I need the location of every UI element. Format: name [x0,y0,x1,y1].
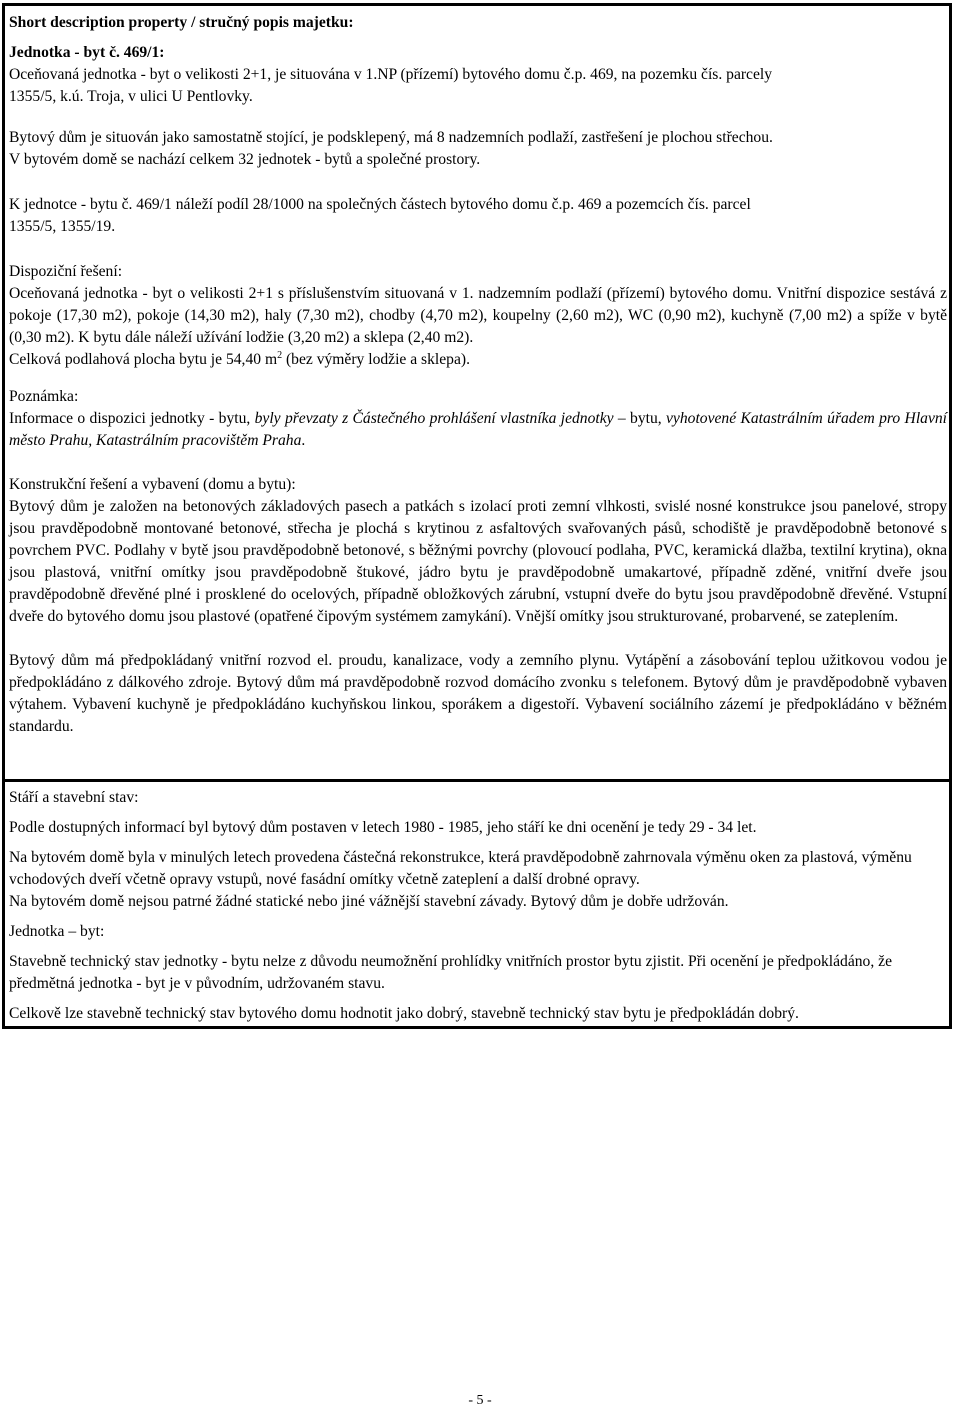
section-header: Short description property / stručný popis majetku: [9,14,354,31]
building-info [9,127,947,171]
share-info [9,194,947,238]
page-number: - 5 - [468,1393,492,1408]
property-header [9,12,947,108]
building-line-1: Bytový dům je situován jako samostatně stojící, je podsklepený, má 8 nadzemních podlaží, zastřešení je plochou střechou. [9,129,773,146]
share-line-1: K jednotce - bytu č. 469/1 náleží podíl 28/1000 na společných částech bytového domu č.p. 469 a pozemcích čís. parcel [9,196,751,213]
disposition-text: Oceňovaná jednotka - byt o velikosti 2+1 s příslušenstvím situovaná v 1. nadzemním podlaží (přízemí) bytového domu. Vnitřní dispozice sestává z pokoje (17,30 m2), pokoje (14,30 m2), haly (7,30 m2), chodby (4,70 m2), koupelny (2,60 m2), WC (0,90 m2), kuchyně (7,00 m2) a spíže v bytě (0,30 m2). K bytu dále náleží užívání lodžie (3,20 m2) a sklepa (2,40 m2). [9,285,947,346]
condition-section [9,787,947,1025]
note-text: Informace o dispozici jednotky - bytu, byly převzaty z Částečného prohlášení vlastníka jednotky – bytu, vyhotovené Katastrálním úřadem pro Hlavní město Prahu, Katastrálním pracovištěm Praha. [9,410,948,449]
disposition-section [9,261,947,371]
intro-line-2: 1355/5, k.ú. Troja, v ulici U Pentlovky. [9,88,253,105]
building-line-2: V bytovém domě se nachází celkem 32 jednotek - bytů a společné prostory. [9,151,481,168]
construction-paragraph-2: Bytový dům má předpokládaný vnitřní rozvod el. proudu, kanalizace, vody a zemního plynu. Vytápění a zásobování teplou užitkovou vodou je předpokládáno z dálkového zdroje. Bytový dům má pravděpodobně rozvod domácího zvonku s telefonem. Bytový dům je pravděpodobně vybaven výtahem. Vybavení kuchyně je předpokládáno kuchyňskou linkou, sporákem a digestoří. Vybavení sociálního zázemí je předpokládáno v běžném standardu. [9,652,947,735]
unit-title: Jednotka - byt č. 469/1: [9,44,165,61]
intro-line-1: Oceňovaná jednotka - byt o velikosti 2+1, je situována v 1.NP (přízemí) bytového domu č.p. 469, na pozemku čís. parcely [9,66,773,83]
reconstruction-text: Na bytovém domě byla v minulých letech provedena částečná rekonstrukce, která pravděpodobně zahrnovala výměnu oken za plastová, výměnu vchodových dveří včetně opravy vstupů, nové fasádní omítky včetně zateplení a další drobné opravy. [9,849,912,888]
construction-section [9,474,947,738]
disposition-heading: Dispoziční řešení: [9,263,123,280]
note-heading: Poznámka: [9,388,79,405]
construction-heading: Konstrukční řešení a vybavení (domu a bytu): [9,476,296,493]
age-text: Podle dostupných informací byl bytový dům postaven v letech 1980 - 1985, jeho stáří ke dni ocenění je tedy 29 - 34 let. [9,819,757,836]
overall-condition-text: Celkově lze stavebně technický stav bytového domu hodnotit jako dobrý, stavebně technický stav bytu je předpokládán dobrý. [9,1005,799,1022]
defects-text: Na bytovém domě nejsou patrné žádné statické nebo jiné vážnější stavební závady. Bytový dům je dobře udržován. [9,893,729,910]
note-section [9,386,947,452]
unit-condition-text: Stavebně technický stav jednotky - bytu nelze z důvodu neumožnění prohlídky vnitřních prostor bytu zjistit. Při ocenění je předpokládáno, že předmětná jednotka - byt je v původním, udržovaném stavu. [9,953,892,992]
condition-heading: Stáří a stavební stav: [9,789,139,806]
section-divider [2,779,952,782]
construction-paragraph-1: Bytový dům je založen na betonových základových pasech a patkách s izolací proti zemní vlhkosti, svislé nosné konstrukce jsou panelové, stropy jsou pravděpodobně montované betonové, střecha je plochá s krytinou z asfaltových svařovaných pásů, schodiště je pravděpodobně betonové s povrchem PVC. Podlahy v bytě jsou pravděpodobně betonové, s běžnými povrchy (plovoucí podlaha, PVC, keramická dlažba, textilní krytina), okna jsou plastová, vnitřní omítky jsou pravděpodobně štukové, jádro bytu je pravděpodobně umakartové, případně zděné, vnitřní dveře jsou pravděpodobně dřevěné plné i prosklené do ocelových, případně obložkových zárubní, vstupní dveře do bytu jsou pravděpodobně dřevěné. Vstupní dveře do bytového domu jsou plastové (opatřené čipovým systémem zamykání). Vnější omítky jsou strukturované, probarvené, se zateplením. [9,498,947,625]
unit-condition-heading: Jednotka – byt: [9,923,105,940]
disposition-total: Celková podlahová plocha bytu je 54,40 $m^2$ (bez výměry lodžie a sklepa). [9,349,470,368]
share-line-2: 1355/5, 1355/19. [9,218,116,235]
